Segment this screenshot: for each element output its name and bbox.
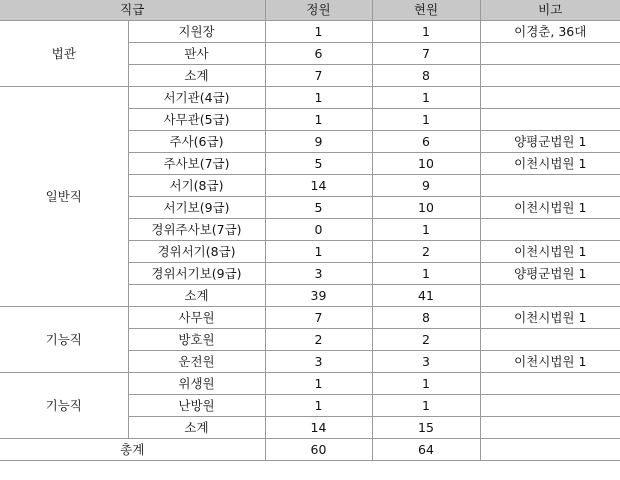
row-current: 7 xyxy=(372,43,480,65)
row-remark xyxy=(480,65,620,87)
row-quota: 1 xyxy=(265,109,372,131)
row-title: 운전원 xyxy=(128,351,265,373)
row-title: 소계 xyxy=(128,417,265,439)
group-label: 기능직 xyxy=(0,307,128,373)
row-title: 서기보(9급) xyxy=(128,197,265,219)
row-current: 10 xyxy=(372,197,480,219)
row-quota: 3 xyxy=(265,351,372,373)
row-current: 6 xyxy=(372,131,480,153)
table-row xyxy=(0,87,620,109)
row-title: 위생원 xyxy=(128,373,265,395)
row-quota: 1 xyxy=(265,241,372,263)
row-current: 3 xyxy=(372,351,480,373)
row-quota: 5 xyxy=(265,197,372,219)
row-title: 사무관(5급) xyxy=(128,109,265,131)
row-title: 서기관(4급) xyxy=(128,87,265,109)
row-current: 1 xyxy=(372,395,480,417)
row-remark xyxy=(480,329,620,351)
total-label: 총계 xyxy=(0,439,265,461)
row-current: 41 xyxy=(372,285,480,307)
row-title: 지원장 xyxy=(128,21,265,43)
row-quota: 3 xyxy=(265,263,372,285)
table-body xyxy=(0,21,620,439)
row-remark xyxy=(480,395,620,417)
header-remark: 비고 xyxy=(480,0,620,21)
row-title: 사무원 xyxy=(128,307,265,329)
row-current: 1 xyxy=(372,21,480,43)
header-grade: 직급 xyxy=(0,0,265,21)
row-remark: 이천시법원 1 xyxy=(480,153,620,175)
header-quota: 정원 xyxy=(265,0,372,21)
group-label: 기능직 xyxy=(0,373,128,439)
row-remark: 이천시법원 1 xyxy=(480,307,620,329)
row-quota: 1 xyxy=(265,87,372,109)
header-current: 현원 xyxy=(372,0,480,21)
group-label: 법관 xyxy=(0,21,128,87)
row-title: 주사(6급) xyxy=(128,131,265,153)
row-remark: 이천시법원 1 xyxy=(480,197,620,219)
row-quota: 2 xyxy=(265,329,372,351)
row-remark xyxy=(480,373,620,395)
row-quota: 14 xyxy=(265,417,372,439)
row-remark: 양평군법원 1 xyxy=(480,263,620,285)
row-current: 10 xyxy=(372,153,480,175)
row-quota: 9 xyxy=(265,131,372,153)
row-title: 경위서기(8급) xyxy=(128,241,265,263)
row-current: 1 xyxy=(372,263,480,285)
row-current: 1 xyxy=(372,87,480,109)
row-quota: 1 xyxy=(265,395,372,417)
row-quota: 39 xyxy=(265,285,372,307)
row-current: 2 xyxy=(372,329,480,351)
row-quota: 1 xyxy=(265,21,372,43)
row-title: 주사보(7급) xyxy=(128,153,265,175)
table-row xyxy=(0,373,620,395)
row-remark xyxy=(480,87,620,109)
row-title: 경위서기보(9급) xyxy=(128,263,265,285)
total-quota: 60 xyxy=(265,439,372,461)
row-remark xyxy=(480,109,620,131)
row-title: 난방원 xyxy=(128,395,265,417)
header-row xyxy=(0,0,620,21)
total-row xyxy=(0,439,620,461)
row-quota: 7 xyxy=(265,65,372,87)
row-current: 2 xyxy=(372,241,480,263)
row-title: 판사 xyxy=(128,43,265,65)
row-current: 15 xyxy=(372,417,480,439)
row-current: 8 xyxy=(372,65,480,87)
row-current: 1 xyxy=(372,373,480,395)
row-title: 소계 xyxy=(128,65,265,87)
row-title: 서기(8급) xyxy=(128,175,265,197)
group-label: 일반직 xyxy=(0,87,128,307)
row-remark xyxy=(480,417,620,439)
total-current: 64 xyxy=(372,439,480,461)
row-title: 경위주사보(7급) xyxy=(128,219,265,241)
row-quota: 7 xyxy=(265,307,372,329)
row-remark: 양평군법원 1 xyxy=(480,131,620,153)
row-current: 9 xyxy=(372,175,480,197)
row-remark xyxy=(480,285,620,307)
total-remark xyxy=(480,439,620,461)
row-current: 8 xyxy=(372,307,480,329)
row-title: 방호원 xyxy=(128,329,265,351)
row-title: 소계 xyxy=(128,285,265,307)
row-quota: 5 xyxy=(265,153,372,175)
table-row xyxy=(0,21,620,43)
row-remark xyxy=(480,175,620,197)
row-quota: 0 xyxy=(265,219,372,241)
row-current: 1 xyxy=(372,109,480,131)
row-quota: 14 xyxy=(265,175,372,197)
row-remark xyxy=(480,43,620,65)
row-quota: 6 xyxy=(265,43,372,65)
row-quota: 1 xyxy=(265,373,372,395)
row-remark: 이천시법원 1 xyxy=(480,351,620,373)
row-remark: 이경춘, 36대 xyxy=(480,21,620,43)
table-row xyxy=(0,307,620,329)
row-remark xyxy=(480,219,620,241)
row-remark: 이천시법원 1 xyxy=(480,241,620,263)
row-current: 1 xyxy=(372,219,480,241)
